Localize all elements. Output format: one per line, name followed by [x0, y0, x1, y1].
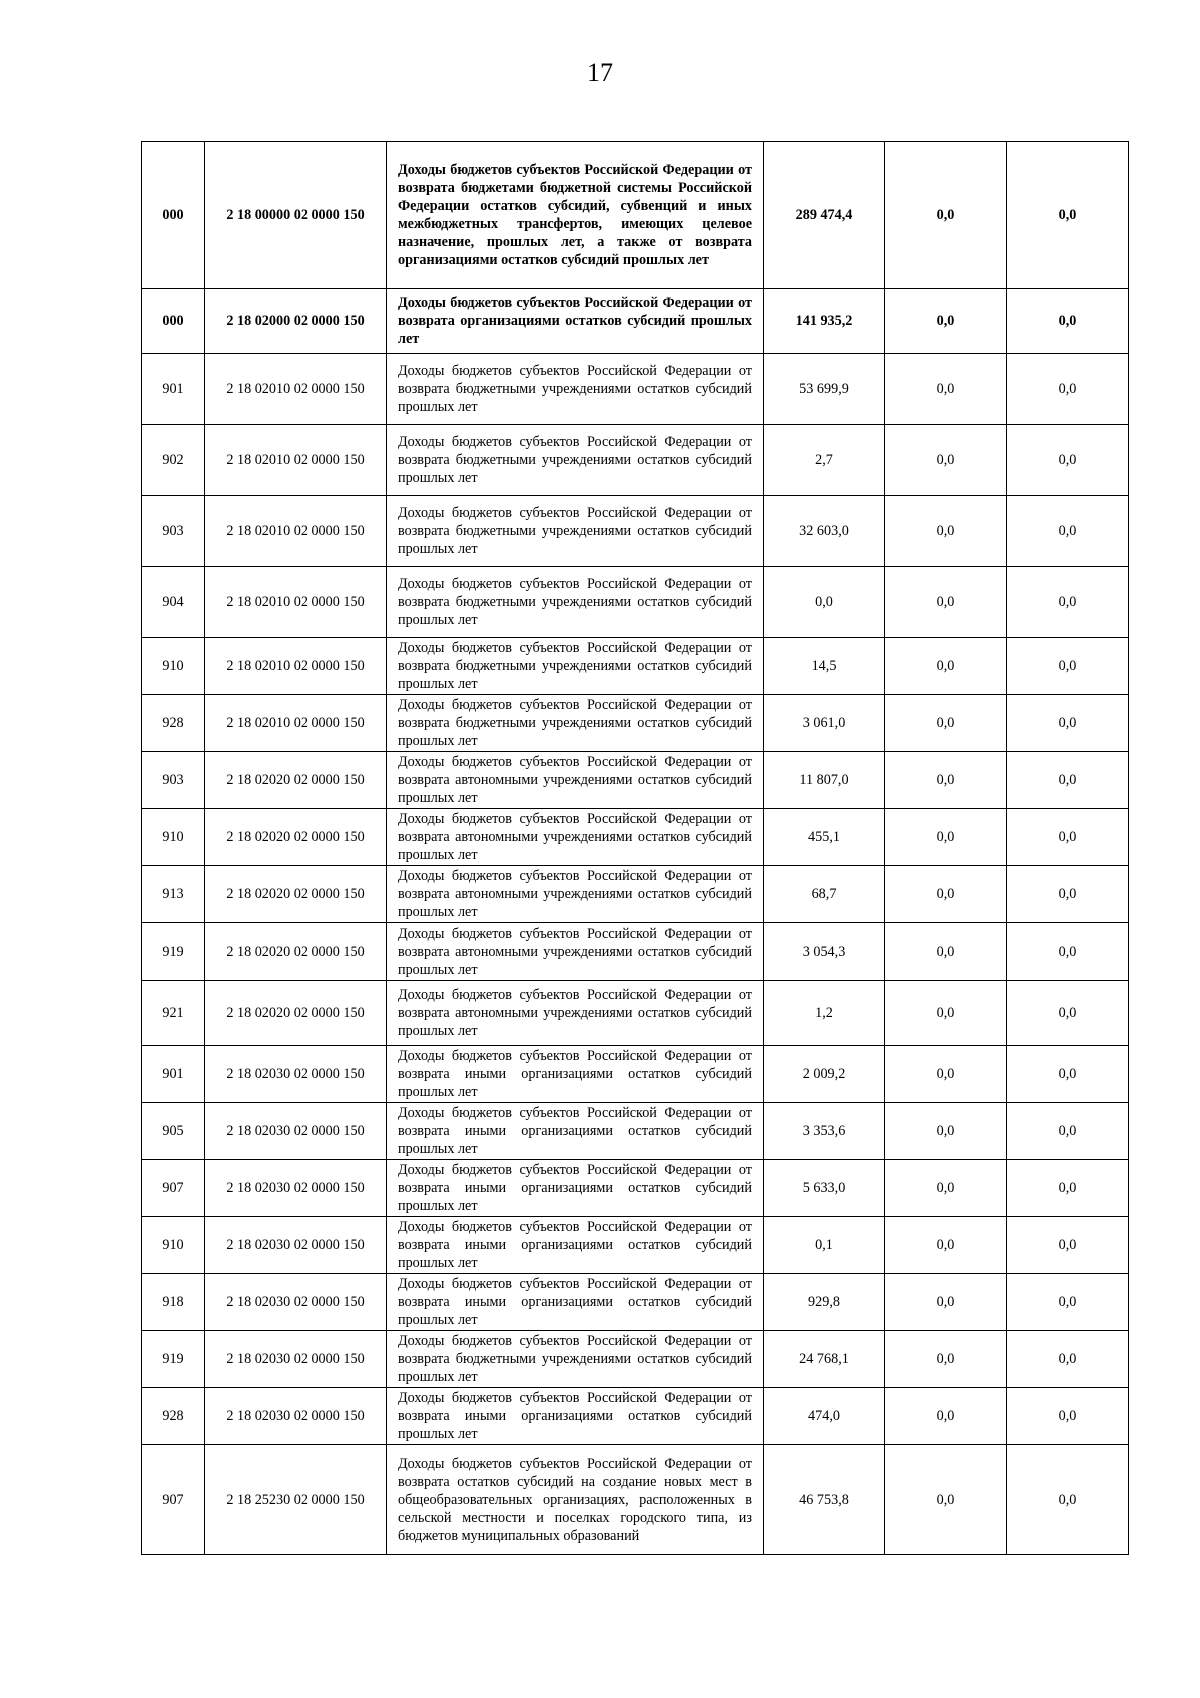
admin-code-cell: 910	[142, 809, 205, 866]
amount-cell-2: 0,0	[885, 496, 1007, 567]
revenue-name-cell: Доходы бюджетов субъектов Российской Федерации от возврата бюджетными учреждениями остатков субсидий прошлых лет	[387, 1331, 764, 1388]
revenue-name-cell: Доходы бюджетов субъектов Российской Федерации от возврата бюджетными учреждениями остатков субсидий прошлых лет	[387, 425, 764, 496]
amount-cell-3: 0,0	[1007, 142, 1129, 289]
admin-code-cell: 901	[142, 1046, 205, 1103]
amount-cell: 3 353,6	[764, 1103, 885, 1160]
revenue-name-cell: Доходы бюджетов субъектов Российской Федерации от возврата организациями остатков субсидий прошлых лет	[387, 289, 764, 354]
revenue-name-cell: Доходы бюджетов субъектов Российской Федерации от возврата иными организациями остатков субсидий прошлых лет	[387, 1217, 764, 1274]
amount-cell-3: 0,0	[1007, 567, 1129, 638]
budget-code-cell: 2 18 02010 02 0000 150	[205, 695, 387, 752]
budget-code-cell: 2 18 02020 02 0000 150	[205, 809, 387, 866]
table-row	[142, 1274, 1129, 1331]
amount-cell-3: 0,0	[1007, 425, 1129, 496]
amount-cell: 0,0	[764, 567, 885, 638]
admin-code-cell: 913	[142, 866, 205, 923]
amount-cell: 1,2	[764, 981, 885, 1046]
table-row	[142, 752, 1129, 809]
amount-cell-2: 0,0	[885, 923, 1007, 981]
amount-cell-2: 0,0	[885, 1274, 1007, 1331]
amount-cell-2: 0,0	[885, 425, 1007, 496]
revenue-name-cell: Доходы бюджетов субъектов Российской Федерации от возврата автономными учреждениями остатков субсидий прошлых лет	[387, 752, 764, 809]
amount-cell-3: 0,0	[1007, 981, 1129, 1046]
revenue-name-cell: Доходы бюджетов субъектов Российской Федерации от возврата бюджетными учреждениями остатков субсидий прошлых лет	[387, 638, 764, 695]
revenue-name-cell: Доходы бюджетов субъектов Российской Федерации от возврата бюджетными учреждениями остатков субсидий прошлых лет	[387, 695, 764, 752]
budget-code-cell: 2 18 02030 02 0000 150	[205, 1160, 387, 1217]
amount-cell: 11 807,0	[764, 752, 885, 809]
admin-code-cell: 910	[142, 638, 205, 695]
amount-cell: 289 474,4	[764, 142, 885, 289]
budget-table	[141, 141, 1129, 1555]
revenue-name-cell: Доходы бюджетов субъектов Российской Федерации от возврата иными организациями остатков субсидий прошлых лет	[387, 1103, 764, 1160]
amount-cell-3: 0,0	[1007, 1274, 1129, 1331]
admin-code-cell: 910	[142, 1217, 205, 1274]
revenue-name-cell: Доходы бюджетов субъектов Российской Федерации от возврата автономными учреждениями остатков субсидий прошлых лет	[387, 809, 764, 866]
admin-code-cell: 905	[142, 1103, 205, 1160]
amount-cell: 53 699,9	[764, 354, 885, 425]
amount-cell: 46 753,8	[764, 1445, 885, 1555]
amount-cell-2: 0,0	[885, 1445, 1007, 1555]
admin-code-cell: 901	[142, 354, 205, 425]
table-row	[142, 1046, 1129, 1103]
table-row	[142, 1160, 1129, 1217]
budget-code-cell: 2 18 02020 02 0000 150	[205, 866, 387, 923]
budget-code-cell: 2 18 02010 02 0000 150	[205, 638, 387, 695]
budget-code-cell: 2 18 02030 02 0000 150	[205, 1046, 387, 1103]
table-row	[142, 1217, 1129, 1274]
amount-cell-2: 0,0	[885, 289, 1007, 354]
amount-cell: 3 061,0	[764, 695, 885, 752]
budget-code-cell: 2 18 02010 02 0000 150	[205, 354, 387, 425]
table-row	[142, 923, 1129, 981]
budget-code-cell: 2 18 02010 02 0000 150	[205, 567, 387, 638]
revenue-name-cell: Доходы бюджетов субъектов Российской Федерации от возврата бюджетными учреждениями остатков субсидий прошлых лет	[387, 567, 764, 638]
revenue-name-cell: Доходы бюджетов субъектов Российской Федерации от возврата бюджетными учреждениями остатков субсидий прошлых лет	[387, 354, 764, 425]
budget-code-cell: 2 18 02000 02 0000 150	[205, 289, 387, 354]
admin-code-cell: 904	[142, 567, 205, 638]
amount-cell-3: 0,0	[1007, 1388, 1129, 1445]
amount-cell-2: 0,0	[885, 1331, 1007, 1388]
amount-cell: 2 009,2	[764, 1046, 885, 1103]
admin-code-cell: 000	[142, 142, 205, 289]
revenue-name-cell: Доходы бюджетов субъектов Российской Федерации от возврата иными организациями остатков субсидий прошлых лет	[387, 1046, 764, 1103]
amount-cell-3: 0,0	[1007, 496, 1129, 567]
revenue-name-cell: Доходы бюджетов субъектов Российской Федерации от возврата иными организациями остатков субсидий прошлых лет	[387, 1388, 764, 1445]
revenue-name-cell: Доходы бюджетов субъектов Российской Федерации от возврата иными организациями остатков субсидий прошлых лет	[387, 1274, 764, 1331]
table-row	[142, 809, 1129, 866]
amount-cell-3: 0,0	[1007, 1331, 1129, 1388]
amount-cell-2: 0,0	[885, 1388, 1007, 1445]
amount-cell-2: 0,0	[885, 695, 1007, 752]
amount-cell-3: 0,0	[1007, 1217, 1129, 1274]
budget-code-cell: 2 18 25230 02 0000 150	[205, 1445, 387, 1555]
table-body	[142, 142, 1129, 1555]
amount-cell-2: 0,0	[885, 809, 1007, 866]
budget-code-cell: 2 18 02020 02 0000 150	[205, 923, 387, 981]
table-row	[142, 567, 1129, 638]
amount-cell-2: 0,0	[885, 981, 1007, 1046]
revenue-name-cell: Доходы бюджетов субъектов Российской Федерации от возврата остатков субсидий на создание новых мест в общеобразовательных организациях, расположенных в сельской местности и поселках городского типа, из бюджетов муниципальных образований	[387, 1445, 764, 1555]
table-row	[142, 981, 1129, 1046]
revenue-name-cell: Доходы бюджетов субъектов Российской Федерации от возврата автономными учреждениями остатков субсидий прошлых лет	[387, 866, 764, 923]
table-row	[142, 1331, 1129, 1388]
amount-cell: 3 054,3	[764, 923, 885, 981]
admin-code-cell: 919	[142, 1331, 205, 1388]
table-row	[142, 1388, 1129, 1445]
admin-code-cell: 000	[142, 289, 205, 354]
amount-cell-3: 0,0	[1007, 809, 1129, 866]
table-row	[142, 496, 1129, 567]
amount-cell-2: 0,0	[885, 752, 1007, 809]
admin-code-cell: 928	[142, 1388, 205, 1445]
budget-code-cell: 2 18 00000 02 0000 150	[205, 142, 387, 289]
amount-cell: 5 633,0	[764, 1160, 885, 1217]
budget-code-cell: 2 18 02030 02 0000 150	[205, 1388, 387, 1445]
amount-cell-2: 0,0	[885, 354, 1007, 425]
budget-code-cell: 2 18 02010 02 0000 150	[205, 496, 387, 567]
budget-code-cell: 2 18 02030 02 0000 150	[205, 1331, 387, 1388]
revenue-name-cell: Доходы бюджетов субъектов Российской Федерации от возврата иными организациями остатков субсидий прошлых лет	[387, 1160, 764, 1217]
table-row	[142, 425, 1129, 496]
admin-code-cell: 903	[142, 496, 205, 567]
amount-cell-3: 0,0	[1007, 1103, 1129, 1160]
amount-cell: 2,7	[764, 425, 885, 496]
amount-cell-3: 0,0	[1007, 1160, 1129, 1217]
amount-cell-2: 0,0	[885, 638, 1007, 695]
amount-cell-3: 0,0	[1007, 1046, 1129, 1103]
amount-cell: 141 935,2	[764, 289, 885, 354]
amount-cell: 68,7	[764, 866, 885, 923]
admin-code-cell: 918	[142, 1274, 205, 1331]
amount-cell: 24 768,1	[764, 1331, 885, 1388]
revenue-name-cell: Доходы бюджетов субъектов Российской Федерации от возврата бюджетными учреждениями остатков субсидий прошлых лет	[387, 496, 764, 567]
amount-cell-2: 0,0	[885, 1103, 1007, 1160]
amount-cell-3: 0,0	[1007, 1445, 1129, 1555]
revenue-name-cell: Доходы бюджетов субъектов Российской Федерации от возврата автономными учреждениями остатков субсидий прошлых лет	[387, 923, 764, 981]
amount-cell-3: 0,0	[1007, 638, 1129, 695]
table-row	[142, 354, 1129, 425]
revenue-name-cell: Доходы бюджетов субъектов Российской Федерации от возврата автономными учреждениями остатков субсидий прошлых лет	[387, 981, 764, 1046]
page-number: 17	[587, 58, 613, 87]
budget-code-cell: 2 18 02030 02 0000 150	[205, 1274, 387, 1331]
table-row	[142, 1103, 1129, 1160]
amount-cell: 32 603,0	[764, 496, 885, 567]
amount-cell-3: 0,0	[1007, 866, 1129, 923]
amount-cell-3: 0,0	[1007, 695, 1129, 752]
table-row	[142, 289, 1129, 354]
admin-code-cell: 921	[142, 981, 205, 1046]
amount-cell-2: 0,0	[885, 142, 1007, 289]
amount-cell-2: 0,0	[885, 866, 1007, 923]
amount-cell-3: 0,0	[1007, 752, 1129, 809]
budget-code-cell: 2 18 02020 02 0000 150	[205, 981, 387, 1046]
table-row	[142, 866, 1129, 923]
amount-cell-3: 0,0	[1007, 289, 1129, 354]
admin-code-cell: 919	[142, 923, 205, 981]
admin-code-cell: 903	[142, 752, 205, 809]
budget-code-cell: 2 18 02020 02 0000 150	[205, 752, 387, 809]
admin-code-cell: 907	[142, 1160, 205, 1217]
amount-cell: 0,1	[764, 1217, 885, 1274]
amount-cell-2: 0,0	[885, 1046, 1007, 1103]
amount-cell-3: 0,0	[1007, 354, 1129, 425]
amount-cell-2: 0,0	[885, 1160, 1007, 1217]
amount-cell: 455,1	[764, 809, 885, 866]
amount-cell: 474,0	[764, 1388, 885, 1445]
table-row	[142, 695, 1129, 752]
admin-code-cell: 902	[142, 425, 205, 496]
amount-cell-2: 0,0	[885, 1217, 1007, 1274]
table-row	[142, 1445, 1129, 1555]
budget-code-cell: 2 18 02010 02 0000 150	[205, 425, 387, 496]
table-row	[142, 142, 1129, 289]
table-row	[142, 638, 1129, 695]
revenue-name-cell: Доходы бюджетов субъектов Российской Федерации от возврата бюджетами бюджетной системы Российской Федерации остатков субсидий, субвенций и иных межбюджетных трансфертов, имеющих целевое назначение, прошлых лет, а также от возврата организациями остатков субсидий прошлых лет	[387, 142, 764, 289]
amount-cell: 14,5	[764, 638, 885, 695]
amount-cell: 929,8	[764, 1274, 885, 1331]
budget-code-cell: 2 18 02030 02 0000 150	[205, 1103, 387, 1160]
amount-cell-3: 0,0	[1007, 923, 1129, 981]
admin-code-cell: 928	[142, 695, 205, 752]
budget-code-cell: 2 18 02030 02 0000 150	[205, 1217, 387, 1274]
admin-code-cell: 907	[142, 1445, 205, 1555]
amount-cell-2: 0,0	[885, 567, 1007, 638]
